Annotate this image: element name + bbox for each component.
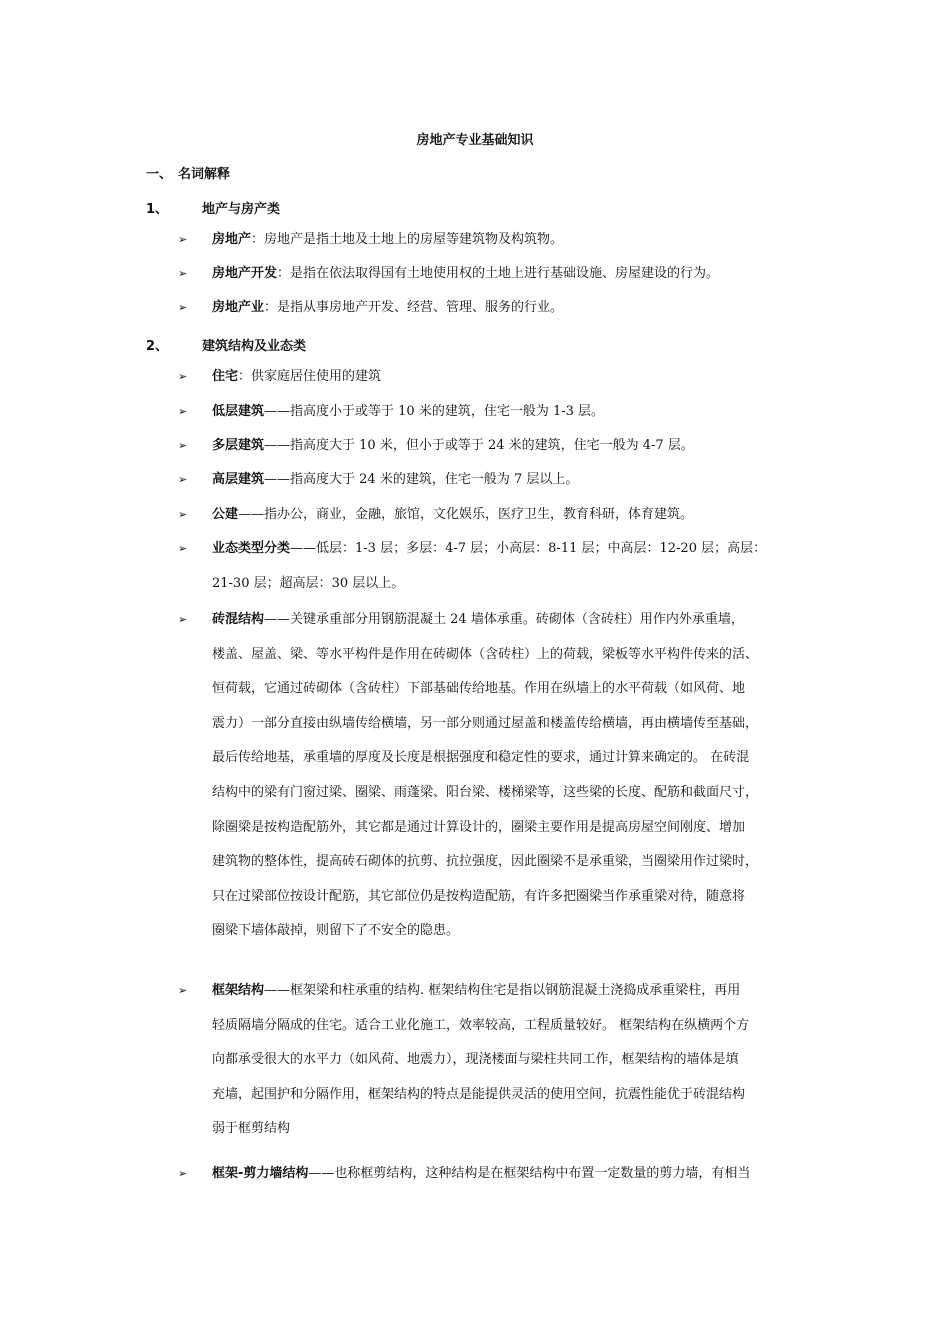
item-line [212, 707, 818, 742]
item-term: 框架-剪力墙结构 [212, 1166, 309, 1181]
item-text: 只在过梁部位按设计配筋，其它部位仍是按构造配筋，有许多把圈梁当作承重梁对待，随意将 [212, 888, 746, 904]
item-term: 房地产业 [212, 300, 265, 315]
item-line [212, 567, 818, 602]
bullet-arrow-icon: ➢ [178, 233, 188, 246]
item-term: 公建 [212, 507, 239, 522]
bullet-arrow-icon: ➢ [178, 370, 188, 383]
item-line [212, 395, 818, 430]
item-text: 结构中的梁有门窗过梁、圈梁、雨蓬梁、阳台梁、楼梯梁等，这些梁的长度、配筋和截面尺寸， [212, 784, 759, 800]
item-line [212, 776, 818, 811]
item-body [212, 223, 818, 258]
item-text: 恒荷载，它通过砖砌体（含砖柱）下部基础传给地基。作用在纵墙上的水平荷载（如风荷、地 [212, 681, 746, 697]
item-text: ——指高度大于 24 米的建筑，住宅一般为 7 层以上。 [264, 472, 579, 487]
item-term: 房地产开发 [212, 266, 278, 281]
item-text: ——也称框剪结构，这种结构是在框架结构中布置一定数量的剪力墙，有相当 [308, 1166, 751, 1181]
bullet-arrow-icon: ➢ [178, 301, 188, 314]
item-line [212, 1078, 818, 1113]
item-line [212, 498, 818, 533]
item-text: 最后传给地基，承重墙的厚度及长度是根据强度和稳定性的要求，通过计算来确定的。 在砖混 [212, 750, 750, 766]
bullet-arrow-icon: ➢ [178, 473, 188, 486]
item-line [212, 257, 818, 292]
item-body [212, 291, 818, 326]
item-text: 楼盖、屋盖、梁、等水平构件是作用在砖砌体（含砖柱）上的荷载，梁板等水平构件传来的活、 [212, 646, 759, 662]
section-label: 名词解释 [178, 167, 231, 182]
bullet-arrow-icon: ➢ [178, 405, 188, 418]
item-line [212, 223, 818, 258]
bullet-arrow-icon: ➢ [178, 439, 188, 452]
item-line [212, 1043, 818, 1078]
item-term: 多层建筑 [212, 438, 265, 453]
bullet-arrow-icon: ➢ [178, 542, 188, 555]
item-line [212, 974, 818, 1009]
item-line [212, 1009, 818, 1044]
item-text: 21-30 层；超高层：30 层以上。 [212, 575, 405, 591]
item-line [212, 811, 818, 846]
bullet-arrow-icon: ➢ [178, 984, 188, 997]
item-body [212, 429, 818, 464]
item-body [212, 532, 818, 601]
item-line [212, 603, 818, 638]
item-text: ：是指从事房地产开发、经营、管理、服务的行业。 [264, 300, 564, 315]
subsection-number: 2、 [146, 339, 169, 354]
document-title: 房地产专业基础知识 [416, 133, 534, 148]
item-term: 住宅 [212, 369, 239, 384]
item-line [212, 638, 818, 673]
item-line [212, 741, 818, 776]
item-line [212, 880, 818, 915]
subsection-label: 地产与房产类 [202, 202, 281, 217]
item-text: ——指办公，商业，金融，旅馆，文化娱乐，医疗卫生，教育科研，体育建筑。 [238, 507, 694, 522]
item-term: 业态类型分类 [212, 541, 291, 556]
section-heading-terms [146, 163, 230, 182]
item-term: 房地产 [212, 232, 252, 247]
bullet-arrow-icon: ➢ [178, 267, 188, 280]
item-line [212, 532, 818, 567]
item-text: 圈梁下墙体敲掉，则留下了不安全的隐患。 [212, 923, 460, 939]
item-body [212, 1157, 818, 1192]
item-term: 低层建筑 [212, 404, 265, 419]
item-text: ：供家庭居住使用的建筑 [238, 369, 382, 384]
item-text: 建筑物的整体性，提高砖石砌体的抗剪、抗拉强度，因此圈梁不是承重梁，当圈梁用作过梁时， [212, 854, 759, 870]
item-line [212, 914, 818, 949]
item-line [212, 1157, 818, 1192]
item-text: 弱于框剪结构 [212, 1121, 291, 1137]
item-text: 震力）一部分直接由纵墙传给横墙，另一部分则通过屋盖和楼盖传给横墙，再由横墙传至基础， [212, 715, 759, 731]
item-body [212, 463, 818, 498]
item-text: ——关键承重部分用钢筋混凝土 24 墙体承重。砖砌体（含砖柱）用作内外承重墙， [264, 612, 744, 627]
item-line [212, 291, 818, 326]
bullet-arrow-icon: ➢ [178, 613, 188, 626]
subsection-label: 建筑结构及业态类 [202, 339, 307, 354]
item-line [212, 429, 818, 464]
item-line [212, 360, 818, 395]
item-body [212, 603, 818, 949]
item-text: 轻质隔墙分隔成的住宅。适合工业化施工，效率较高，工程质量较好。 框架结构在纵横两个方 [212, 1017, 750, 1033]
subsection-heading-land [146, 198, 280, 217]
item-line [212, 672, 818, 707]
item-text: ：房地产是指土地及土地上的房屋等建筑物及构筑物。 [251, 232, 564, 247]
item-line [212, 463, 818, 498]
item-text: 充墙，起围护和分隔作用，框架结构的特点是能提供灵活的使用空间，抗震性能优于砖混结构 [212, 1086, 746, 1102]
item-body [212, 257, 818, 292]
subsection-heading-structure [146, 335, 306, 354]
item-body [212, 360, 818, 395]
item-term: 砖混结构 [212, 612, 265, 627]
item-line [212, 845, 818, 880]
item-term: 框架结构 [212, 983, 265, 998]
item-text: 除圈梁是按构造配筋外，其它都是通过计算设计的，圈梁主要作用是提高房屋空间刚度、增加 [212, 819, 746, 835]
item-text: ——指高度小于或等于 10 米的建筑，住宅一般为 1-3 层。 [264, 404, 605, 419]
item-body [212, 974, 818, 1147]
item-text: ——低层：1-3 层；多层：4-7 层；小高层：8-11 层；中高层：12-20 层；高层： [290, 541, 767, 556]
item-body [212, 498, 818, 533]
subsection-number: 1、 [146, 202, 169, 217]
item-term: 高层建筑 [212, 472, 265, 487]
item-text: ——指高度大于 10 米，但小于或等于 24 米的建筑，住宅一般为 4-7 层。 [264, 438, 694, 453]
bullet-arrow-icon: ➢ [178, 508, 188, 521]
item-text: 向都承受很大的水平力（如风荷、地震力），现浇楼面与梁柱共同工作，框架结构的墙体是填 [212, 1052, 739, 1068]
item-text: ——框架梁和柱承重的结构. 框架结构住宅是指以钢筋混凝土浇捣成承重梁柱，再用 [264, 983, 741, 998]
item-line [212, 1112, 818, 1147]
section-number: 一、 [146, 167, 173, 182]
item-text: ：是指在依法取得国有土地使用权的土地上进行基础设施、房屋建设的行为。 [277, 266, 720, 281]
item-body [212, 395, 818, 430]
bullet-arrow-icon: ➢ [178, 1167, 188, 1180]
